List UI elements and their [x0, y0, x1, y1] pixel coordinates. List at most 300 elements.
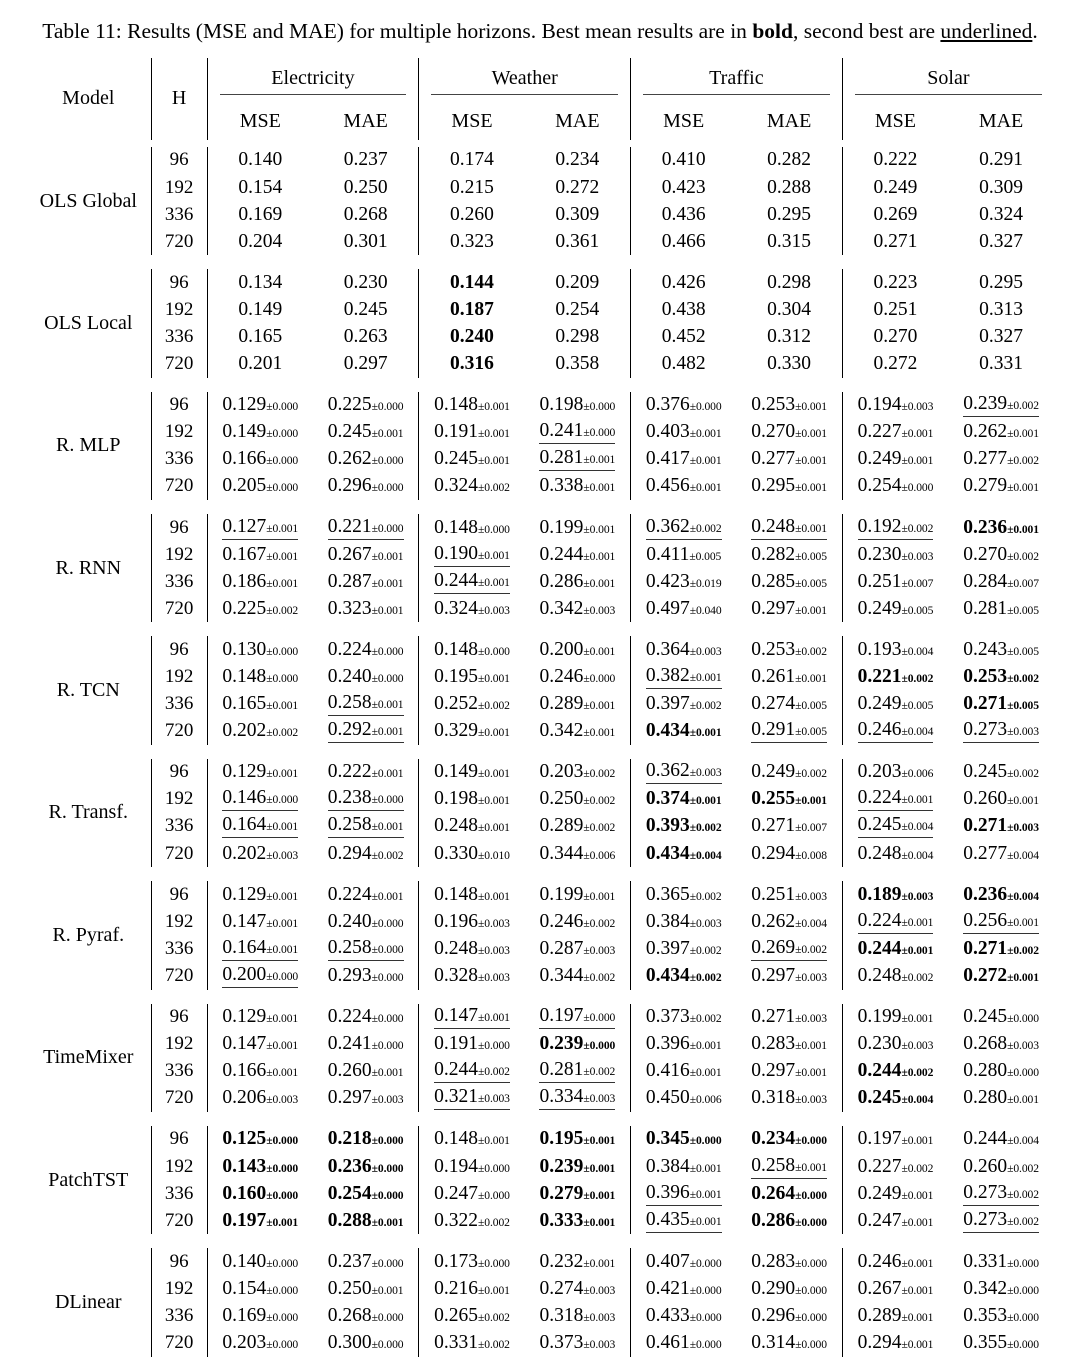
metric-cell: [948, 881, 1054, 908]
metric-value: [858, 1183, 934, 1205]
metric-value: [963, 517, 1039, 539]
metric-value: [434, 1332, 510, 1354]
row-spacer: [26, 752, 1054, 759]
metric-cell: [631, 1180, 737, 1207]
metric-value: [434, 1128, 510, 1150]
metric-std: ±0.002: [1007, 1161, 1039, 1175]
metric-value: [450, 326, 494, 348]
row-spacer: [26, 262, 1054, 269]
metric-value: [979, 177, 1023, 199]
metric-mean: 0.288: [767, 176, 811, 198]
metric-std: ±0.001: [1007, 522, 1039, 536]
metric-mean: 0.416: [645, 1060, 690, 1082]
metric-std: ±0.001: [583, 1161, 616, 1175]
metric-mean: 0.216: [434, 1277, 478, 1299]
metric-mean: 0.249: [857, 448, 902, 470]
metric-std: ±0.000: [478, 1256, 510, 1270]
spacer-cell: [26, 867, 1054, 874]
row-horizon: 96: [151, 636, 207, 663]
metric-value: [555, 272, 599, 294]
metric-std: ±0.002: [901, 521, 934, 535]
metric-mean: 0.248: [434, 815, 478, 837]
metric-mean: 0.245: [857, 1087, 902, 1109]
metric-std: ±0.000: [689, 1338, 722, 1352]
metric-cell: [842, 595, 948, 622]
metric-std: ±0.001: [266, 521, 299, 535]
metric-std: ±0.001: [689, 726, 722, 740]
metric-value: [646, 1033, 722, 1055]
metric-value: [222, 598, 298, 620]
metric-value: [434, 1183, 510, 1205]
metric-mean: 0.456: [645, 475, 690, 497]
metric-mean: 0.195: [539, 1128, 584, 1150]
metric-cell: [631, 296, 737, 323]
metric-mean: 0.244: [963, 1128, 1008, 1150]
metric-mean: 0.497: [645, 597, 690, 619]
metric-std: ±0.000: [266, 400, 299, 414]
metric-std: ±0.001: [371, 820, 404, 834]
metric-cell: [948, 718, 1054, 745]
metric-value: [858, 761, 934, 783]
metric-cell: [207, 908, 313, 935]
metric-cell: [631, 1302, 737, 1329]
metric-value: [539, 1086, 615, 1110]
metric-value: [328, 448, 404, 470]
metric-cell: [313, 296, 419, 323]
metric-value: [646, 1305, 722, 1327]
metric-mean: 0.466: [661, 230, 706, 252]
metric-cell: [207, 691, 313, 718]
spacer-cell: [26, 255, 1054, 262]
metric-value: [858, 1251, 934, 1273]
metric-cell: [525, 663, 631, 690]
metric-mean: 0.271: [751, 815, 796, 837]
metric-mean: 0.403: [645, 421, 690, 443]
spacer-cell: [26, 140, 1054, 147]
metric-cell: [948, 691, 1054, 718]
metric-mean: 0.167: [222, 543, 267, 565]
metric-value: [858, 1210, 934, 1232]
metric-cell: [736, 1153, 842, 1180]
metric-mean: 0.269: [751, 936, 796, 958]
metric-mean: 0.253: [751, 394, 796, 416]
metric-value: [963, 598, 1039, 620]
metric-std: ±0.002: [1007, 454, 1039, 468]
metric-cell: [313, 201, 419, 228]
metric-mean: 0.423: [661, 176, 706, 198]
metric-mean: 0.240: [327, 666, 372, 688]
metric-mean: 0.258: [327, 936, 372, 958]
metric-std: ±0.004: [901, 1093, 934, 1107]
metric-cell: [736, 1004, 842, 1031]
metric-mean: 0.154: [222, 1277, 267, 1299]
metric-mean: 0.287: [539, 937, 584, 959]
metric-cell: [419, 1207, 525, 1234]
metric-std: ±0.001: [795, 481, 827, 495]
table-row: [26, 881, 1054, 908]
metric-cell: [631, 1275, 737, 1302]
metric-std: ±0.001: [1007, 794, 1039, 808]
metric-std: ±0.001: [901, 1283, 934, 1297]
metric-std: ±0.001: [795, 1066, 827, 1080]
metric-cell: [631, 201, 737, 228]
metric-mean: 0.148: [434, 1128, 478, 1150]
metric-value: [539, 639, 615, 661]
metric-mean: 0.361: [555, 230, 600, 252]
metric-value: [539, 843, 615, 865]
metric-cell: [419, 595, 525, 622]
metric-value: [646, 911, 722, 933]
metric-mean: 0.292: [327, 719, 372, 741]
metric-cell: [207, 1180, 313, 1207]
metric-std: ±0.002: [371, 848, 404, 862]
metric-cell: [207, 351, 313, 378]
metric-value: [434, 720, 510, 742]
metric-cell: [842, 759, 948, 786]
metric-mean: 0.322: [434, 1209, 478, 1231]
metric-cell: [736, 351, 842, 378]
metric-mean: 0.271: [963, 937, 1008, 959]
metric-value: [858, 843, 934, 865]
metric-cell: [207, 663, 313, 690]
metric-cell: [842, 636, 948, 663]
metric-std: ±0.005: [1007, 603, 1039, 617]
metric-cell: [525, 1330, 631, 1357]
table-row: [26, 1248, 1054, 1275]
metric-mean: 0.250: [327, 1277, 372, 1299]
metric-value: [858, 448, 934, 470]
metric-cell: [207, 392, 313, 419]
metric-cell: [313, 541, 419, 568]
metric-mean: 0.353: [963, 1304, 1008, 1326]
metric-value: [434, 475, 510, 497]
metric-std: ±0.001: [478, 1011, 510, 1025]
metric-mean: 0.270: [751, 421, 796, 443]
metric-value: [646, 1278, 722, 1300]
metric-mean: 0.281: [963, 597, 1008, 619]
row-spacer: [26, 378, 1054, 385]
metric-value: [662, 326, 706, 348]
metric-cell: [631, 595, 737, 622]
metric-std: ±0.000: [371, 916, 404, 930]
metric-std: ±0.002: [266, 726, 299, 740]
metric-cell: [736, 759, 842, 786]
metric-value: [646, 1332, 722, 1354]
metric-mean: 0.298: [555, 325, 600, 347]
metric-std: ±0.000: [795, 1188, 827, 1202]
metric-value: [646, 394, 722, 416]
metric-value: [751, 666, 827, 688]
metric-std: ±0.001: [478, 400, 510, 414]
metric-cell: [313, 1058, 419, 1085]
metric-mean: 0.206: [222, 1087, 267, 1109]
metric-std: ±0.003: [689, 644, 722, 658]
metric-cell: [207, 473, 313, 500]
row-horizon: 720: [151, 228, 207, 255]
metric-cell: [631, 840, 737, 867]
metric-std: ±0.002: [1007, 767, 1039, 781]
metric-value: [539, 815, 615, 837]
metric-mean: 0.221: [327, 515, 372, 537]
metric-mean: 0.255: [751, 788, 796, 810]
metric-mean: 0.262: [327, 448, 372, 470]
table-row: [26, 568, 1054, 595]
metric-mean: 0.140: [222, 1250, 267, 1272]
metric-value: [858, 1278, 934, 1300]
row-spacer: [26, 255, 1054, 262]
metric-cell: [736, 908, 842, 935]
metric-cell: [736, 1058, 842, 1085]
spacer-cell: [26, 1357, 1054, 1364]
metric-mean: 0.191: [434, 421, 478, 443]
metric-std: ±0.000: [1007, 1283, 1039, 1297]
metric-mean: 0.160: [222, 1182, 267, 1204]
metric-mean: 0.236: [963, 516, 1008, 538]
metric-cell: [419, 1180, 525, 1207]
metric-cell: [631, 1248, 737, 1275]
metric-cell: [525, 323, 631, 350]
metric-mean: 0.148: [434, 516, 478, 538]
metric-cell: [948, 1302, 1054, 1329]
metric-value: [963, 421, 1039, 443]
metric-std: ±0.001: [795, 672, 827, 686]
metric-value: [539, 571, 615, 593]
metric-mean: 0.293: [327, 964, 372, 986]
metric-std: ±0.000: [266, 1310, 299, 1324]
table-row: [26, 786, 1054, 813]
metric-value: [222, 666, 298, 688]
metric-cell: [736, 147, 842, 174]
metric-std: ±0.003: [266, 848, 299, 862]
metric-value: [858, 910, 934, 934]
metric-value: [858, 884, 934, 906]
spacer-cell: [26, 500, 1054, 507]
metric-cell: [525, 568, 631, 595]
metric-cell: [525, 908, 631, 935]
metric-std: ±0.000: [371, 942, 404, 956]
metric-value: [539, 693, 615, 715]
metric-mean: 0.271: [963, 815, 1008, 837]
metric-std: ±0.002: [478, 1065, 510, 1079]
metric-mean: 0.281: [539, 447, 584, 469]
metric-std: ±0.000: [266, 1338, 299, 1352]
metric-value: [328, 884, 404, 906]
metric-value: [767, 231, 811, 253]
metric-std: ±0.000: [371, 1161, 404, 1175]
metric-mean: 0.267: [327, 543, 372, 565]
metric-value: [646, 1128, 722, 1150]
metric-value: [979, 299, 1023, 321]
metric-std: ±0.003: [583, 1283, 616, 1297]
metric-value: [646, 1209, 722, 1233]
metric-std: ±0.000: [266, 644, 299, 658]
metric-cell: [525, 269, 631, 296]
metric-value: [963, 571, 1039, 593]
metric-std: ±0.000: [266, 672, 299, 686]
metric-value: [646, 475, 722, 497]
metric-std: ±0.003: [583, 1310, 616, 1324]
metric-value: [434, 543, 510, 567]
metric-mean: 0.312: [767, 325, 811, 347]
metric-mean: 0.230: [343, 271, 388, 293]
metric-value: [222, 1156, 298, 1178]
metric-value: [222, 720, 298, 742]
metric-mean: 0.410: [661, 149, 706, 171]
metric-value: [238, 353, 282, 375]
metric-mean: 0.196: [434, 910, 478, 932]
metric-cell: [948, 514, 1054, 541]
metric-mean: 0.187: [450, 298, 494, 320]
metric-mean: 0.198: [539, 394, 584, 416]
table-row: [26, 759, 1054, 786]
metric-value: [450, 231, 494, 253]
metric-std: ±0.001: [266, 1066, 299, 1080]
metric-mean: 0.224: [327, 638, 372, 660]
metric-cell: [736, 881, 842, 908]
metric-mean: 0.262: [963, 421, 1008, 443]
row-horizon: 192: [151, 1031, 207, 1058]
metric-mean: 0.204: [238, 230, 283, 252]
metric-mean: 0.421: [645, 1277, 690, 1299]
metric-std: ±0.003: [478, 603, 510, 617]
metric-std: ±0.001: [795, 521, 827, 535]
metric-mean: 0.452: [661, 325, 706, 347]
metric-std: ±0.006: [583, 848, 616, 862]
metric-mean: 0.272: [963, 964, 1008, 986]
metric-std: ±0.004: [689, 848, 722, 862]
metric-mean: 0.297: [751, 1060, 796, 1082]
metric-value: [539, 761, 615, 783]
metric-cell: [736, 174, 842, 201]
metric-cell: [736, 718, 842, 745]
metric-std: ±0.003: [795, 970, 827, 984]
metric-value: [222, 787, 298, 811]
metric-cell: [736, 1275, 842, 1302]
metric-mean: 0.245: [434, 448, 478, 470]
metric-mean: 0.282: [767, 149, 811, 171]
header-dataset-solar: [842, 58, 1054, 104]
metric-cell: [313, 881, 419, 908]
metric-std: ±0.002: [478, 699, 510, 713]
metric-std: ±0.000: [266, 427, 299, 441]
metric-value: [222, 1033, 298, 1055]
metric-mean: 0.290: [751, 1277, 796, 1299]
metric-value: [328, 598, 404, 620]
metric-mean: 0.273: [963, 719, 1008, 741]
metric-cell: [842, 786, 948, 813]
metric-value: [222, 1006, 298, 1028]
metric-value: [434, 761, 510, 783]
metric-std: ±0.001: [583, 1188, 616, 1202]
metric-mean: 0.224: [857, 787, 902, 809]
metric-mean: 0.234: [751, 1128, 796, 1150]
metric-mean: 0.342: [539, 720, 584, 742]
metric-std: ±0.001: [266, 942, 299, 956]
metric-value: [646, 760, 722, 784]
metric-mean: 0.246: [539, 666, 584, 688]
metric-cell: [419, 174, 525, 201]
metric-value: [646, 788, 722, 810]
metric-cell: [631, 269, 737, 296]
metric-mean: 0.355: [963, 1332, 1008, 1354]
metric-std: ±0.003: [901, 400, 934, 414]
metric-value: [539, 420, 615, 444]
metric-value: [238, 177, 282, 199]
metric-mean: 0.225: [222, 597, 267, 619]
metric-cell: [313, 1330, 419, 1357]
metric-cell: [948, 473, 1054, 500]
metric-value: [434, 421, 510, 443]
metric-mean: 0.202: [222, 720, 267, 742]
row-horizon: 336: [151, 691, 207, 718]
metric-value: [328, 1210, 404, 1232]
metric-value: [539, 447, 615, 471]
metric-mean: 0.461: [645, 1332, 690, 1354]
metric-mean: 0.296: [327, 475, 372, 497]
metric-value: [222, 475, 298, 497]
metric-mean: 0.260: [963, 1155, 1008, 1177]
metric-value: [646, 571, 722, 593]
metric-std: ±0.000: [583, 672, 616, 686]
metric-mean: 0.318: [751, 1087, 796, 1109]
metric-mean: 0.433: [645, 1304, 690, 1326]
metric-std: ±0.000: [478, 644, 510, 658]
metric-cell: [736, 323, 842, 350]
metric-value: [344, 326, 388, 348]
metric-std: ±0.001: [371, 427, 404, 441]
metric-value: [450, 149, 494, 171]
metric-std: ±0.001: [266, 820, 299, 834]
metric-cell: [419, 786, 525, 813]
metric-mean: 0.248: [857, 842, 902, 864]
metric-cell: [948, 351, 1054, 378]
metric-value: [646, 1006, 722, 1028]
row-horizon: 720: [151, 718, 207, 745]
metric-value: [858, 598, 934, 620]
metric-std: ±0.001: [266, 1039, 299, 1053]
metric-mean: 0.279: [963, 475, 1008, 497]
metric-mean: 0.166: [222, 1060, 267, 1082]
metric-mean: 0.301: [343, 230, 388, 252]
metric-std: ±0.001: [266, 699, 299, 713]
metric-mean: 0.236: [963, 883, 1008, 905]
metric-mean: 0.234: [555, 149, 600, 171]
metric-cell: [525, 1058, 631, 1085]
metric-mean: 0.264: [751, 1182, 796, 1204]
metric-cell: [207, 446, 313, 473]
metric-cell: [207, 296, 313, 323]
metric-cell: [313, 174, 419, 201]
metric-mean: 0.249: [751, 761, 796, 783]
metric-mean: 0.297: [327, 1087, 372, 1109]
metric-std: ±0.003: [1007, 821, 1039, 835]
metric-cell: [313, 595, 419, 622]
metric-std: ±0.000: [371, 400, 404, 414]
metric-mean: 0.268: [343, 203, 388, 225]
metric-cell: [631, 691, 737, 718]
metric-std: ±0.003: [901, 549, 934, 563]
metric-std: ±0.000: [371, 1039, 404, 1053]
metric-cell: [525, 636, 631, 663]
metric-std: ±0.001: [795, 603, 827, 617]
metric-mean: 0.147: [222, 1033, 267, 1055]
metric-cell: [525, 759, 631, 786]
metric-value: [434, 965, 510, 987]
metric-value: [344, 149, 388, 171]
metric-std: ±0.002: [1007, 549, 1039, 563]
metric-value: [434, 884, 510, 906]
metric-mean: 0.362: [645, 515, 690, 537]
